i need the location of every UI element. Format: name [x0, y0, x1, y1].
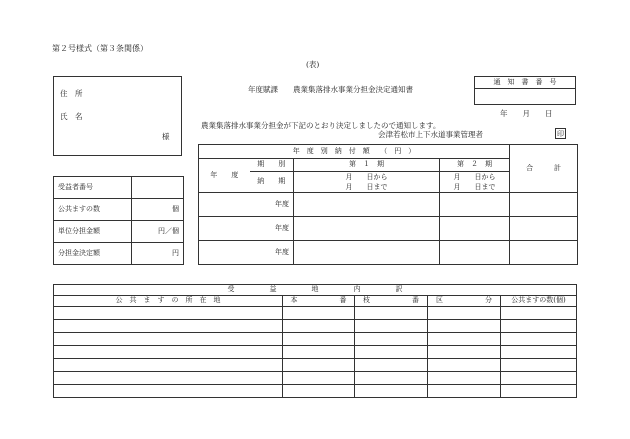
land-row: [54, 359, 577, 372]
info-label: 単位分担金額: [54, 221, 132, 243]
address-label: 住 所: [60, 89, 83, 98]
total-amount[interactable]: [510, 193, 578, 217]
location-cell[interactable]: [54, 320, 283, 333]
total-amount[interactable]: [510, 217, 578, 241]
land-table: [53, 284, 577, 398]
main-number-cell[interactable]: [283, 333, 355, 346]
mass-count-cell[interactable]: [501, 385, 577, 398]
land-row: [54, 320, 577, 333]
total-header: 合 計: [510, 145, 578, 193]
location-cell[interactable]: [54, 307, 283, 320]
info-row: [54, 177, 184, 199]
mass-count-cell[interactable]: [501, 307, 577, 320]
period2-due: [440, 172, 510, 193]
main-number-cell[interactable]: [283, 372, 355, 385]
period2-amount[interactable]: [440, 193, 510, 217]
year-header: 年 度: [199, 159, 250, 193]
mass-count-cell[interactable]: [501, 333, 577, 346]
recipient-box: [53, 76, 182, 156]
location-cell[interactable]: [54, 346, 283, 359]
info-label: 公共ますの数: [54, 199, 132, 221]
main-number-header: 本 番: [283, 296, 355, 307]
info-label: 分担金決定額: [54, 243, 132, 265]
land-table-body: [54, 307, 577, 398]
period1-amount[interactable]: [294, 241, 440, 265]
notice-number-table: [474, 76, 576, 105]
mass-count-cell[interactable]: [501, 359, 577, 372]
land-row: [54, 346, 577, 359]
land-row: [54, 372, 577, 385]
body-text: 農業集落排水事業分担金が下記のとおり決定しましたので通知します。: [201, 121, 441, 130]
payment-header: 年 度 別 納 付 額 （ 円 ）: [199, 145, 510, 159]
mass-count-cell[interactable]: [501, 372, 577, 385]
category-cell[interactable]: [428, 320, 501, 333]
period1-due: [294, 172, 440, 193]
main-number-cell[interactable]: [283, 320, 355, 333]
location-header: 公 共 ま す の 所 在 地: [54, 296, 283, 307]
main-number-cell[interactable]: [283, 359, 355, 372]
year-cell[interactable]: 年度: [199, 217, 294, 241]
category-cell[interactable]: [428, 385, 501, 398]
category-cell[interactable]: [428, 372, 501, 385]
location-cell[interactable]: [54, 333, 283, 346]
branch-number-header: 枝 番: [355, 296, 428, 307]
branch-number-cell[interactable]: [355, 385, 428, 398]
year-cell[interactable]: 年度: [199, 241, 294, 265]
main-number-cell[interactable]: [283, 307, 355, 320]
period2-amount[interactable]: [440, 217, 510, 241]
category-cell[interactable]: [428, 346, 501, 359]
period1-amount[interactable]: [294, 193, 440, 217]
location-cell[interactable]: [54, 372, 283, 385]
period1-to: 月 日まで: [345, 183, 388, 191]
payment-row: [199, 193, 578, 217]
side-label: (表): [306, 60, 320, 69]
total-amount[interactable]: [510, 241, 578, 265]
branch-number-cell[interactable]: [355, 320, 428, 333]
category-cell[interactable]: [428, 307, 501, 320]
payment-table: [198, 144, 578, 265]
location-cell[interactable]: [54, 385, 283, 398]
info-row: [54, 243, 184, 265]
branch-number-cell[interactable]: [355, 346, 428, 359]
notice-number-value[interactable]: [475, 89, 576, 105]
branch-number-cell[interactable]: [355, 359, 428, 372]
issuer-name: 会津若松市上下水道事業管理者: [378, 130, 483, 139]
payment-row: [199, 217, 578, 241]
period2-amount[interactable]: [440, 241, 510, 265]
mass-count-header: 公共ますの数(個): [501, 296, 577, 307]
notice-number-header: 通 知 書 番 号: [475, 77, 576, 89]
due-label: 納 期: [250, 172, 294, 193]
main-number-cell[interactable]: [283, 346, 355, 359]
period2-from: 月 日から: [453, 173, 496, 181]
location-cell[interactable]: [54, 359, 283, 372]
land-row: [54, 333, 577, 346]
period-label: 期 別: [250, 159, 294, 172]
period2-header: 第 ２ 期: [440, 159, 510, 172]
info-unit[interactable]: 円／個: [132, 221, 184, 243]
date-line: 年 月 日: [500, 109, 553, 118]
land-row: [54, 307, 577, 320]
period1-from: 月 日から: [345, 173, 388, 181]
branch-number-cell[interactable]: [355, 307, 428, 320]
info-unit[interactable]: 円: [132, 243, 184, 265]
payment-row: [199, 241, 578, 265]
document-title: 年度賦課 農業集落排水事業分担金決定通知書: [248, 85, 413, 94]
land-table-title: 受 益 地 内 訳: [54, 285, 577, 296]
honorific: 様: [162, 132, 170, 141]
period2-to: 月 日まで: [453, 183, 496, 191]
branch-number-cell[interactable]: [355, 372, 428, 385]
category-header: 区 分: [428, 296, 501, 307]
year-cell[interactable]: 年度: [199, 193, 294, 217]
category-cell[interactable]: [428, 333, 501, 346]
info-row: [54, 199, 184, 221]
seal-mark: 印: [557, 130, 564, 138]
info-label: 受益者番号: [54, 177, 132, 199]
form-id: 第２号様式（第３条関係）: [52, 44, 148, 53]
land-row: [54, 385, 577, 398]
info-unit[interactable]: 個: [132, 199, 184, 221]
branch-number-cell[interactable]: [355, 333, 428, 346]
period1-amount[interactable]: [294, 217, 440, 241]
info-table: [53, 176, 184, 265]
mass-count-cell[interactable]: [501, 320, 577, 333]
category-cell[interactable]: [428, 359, 501, 372]
mass-count-cell[interactable]: [501, 346, 577, 359]
main-number-cell[interactable]: [283, 385, 355, 398]
info-unit[interactable]: [132, 177, 184, 199]
info-row: [54, 221, 184, 243]
period1-header: 第 １ 期: [294, 159, 440, 172]
name-label: 氏 名: [60, 112, 83, 121]
